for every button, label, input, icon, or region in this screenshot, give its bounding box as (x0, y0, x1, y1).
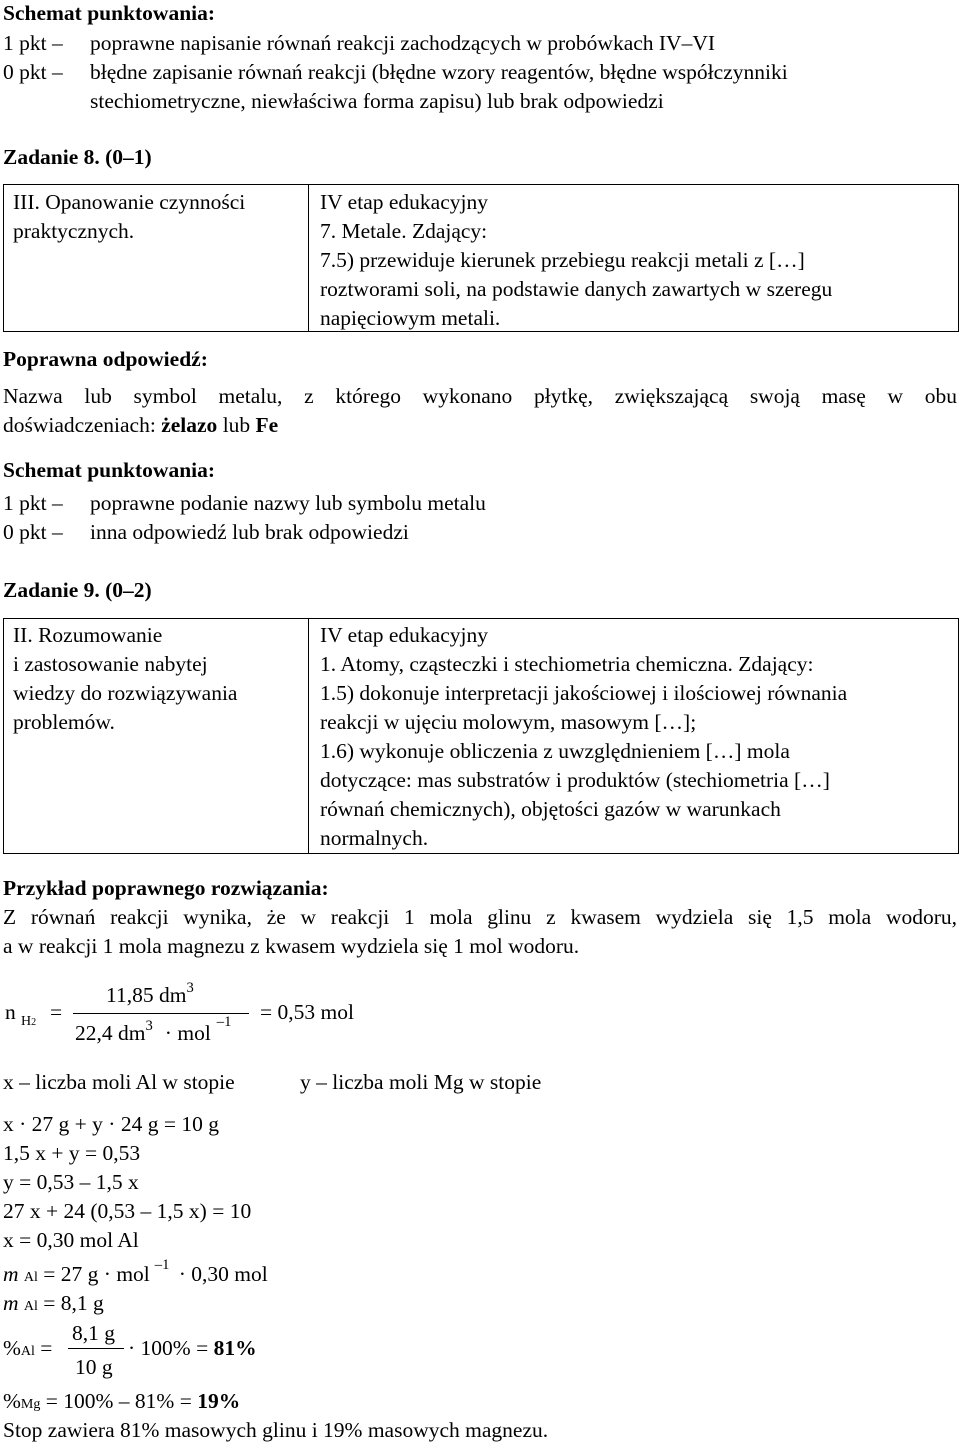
task-8-answer-or: lub (217, 413, 256, 437)
task-8-detail-line-4: napięciowym metali. (320, 306, 501, 330)
score-1-text: poprawne napisanie równań reakcji zachodzących w probówkach IV–VI (90, 31, 716, 55)
conclusion: Stop zawiera 81% masowych glinu i 19% masowych magnezu. (3, 1418, 549, 1442)
task-8-detail-line-1: 7. Metale. Zdający: (320, 219, 488, 243)
score-0-text-cont: stechiometryczne, niewłaściwa forma zapisu) lub brak odpowiedzi (90, 89, 664, 113)
task-9-detail-line-5: dotyczące: mas substratów i produktów (stechiometria […] (320, 768, 830, 792)
task-9-detail-line-6: równań chemicznych), objętości gazów w warunkach (320, 797, 781, 821)
task-8-answer-heading: Poprawna odpowiedź: (3, 347, 208, 371)
pct-mg-percent: % (3, 1389, 21, 1413)
task-8-table-divider (308, 184, 309, 332)
task-9-example-line-1: Z równań reakcji wynika, że w reakcji 1 mola glinu z kwasem wydziela się 1,5 mola wodoru, (3, 905, 957, 929)
task-8-score-1-label: 1 pkt – (3, 491, 63, 515)
n-subscript (21, 1015, 36, 1029)
m-al-calc-sub: Al (23, 1270, 38, 1285)
pct-mg-text: = 100% – 81% = (40, 1389, 198, 1413)
n-denominator-mol: mol (177, 1021, 211, 1045)
pct-al-equals: = (40, 1336, 53, 1360)
task-9-detail-line-2: 1.5) dokonuje interpretacji jakościowej i ilościowej równania (320, 681, 848, 705)
n-denominator-dot: · (164, 1021, 172, 1045)
task-8-stage: IV etap edukacyjny (320, 190, 488, 214)
n-denominator (75, 1013, 232, 1045)
task-9-example-line-2: a w reakcji 1 mola magnezu z kwasem wydziela się 1 mol wodoru. (3, 934, 580, 958)
scoring-heading-1: Schemat punktowania: (3, 1, 216, 25)
task-9-requirement-line-1: II. Rozumowanie (13, 623, 163, 647)
task-8-requirement-line-2: praktycznych. (13, 219, 135, 243)
n-denominator-sup: 3 (145, 1017, 153, 1034)
n-denominator-value: 22,4 dm (75, 1021, 146, 1045)
task-9-detail-line-4: 1.6) wykonuje obliczenia z uwzględnieniem […] mola (320, 739, 790, 763)
score-0-label: 0 pkt – (3, 60, 63, 84)
x-definition: x – liczba moli Al w stopie (3, 1070, 235, 1094)
pct-al-result (128, 1338, 257, 1360)
m-al-calc-sup: –1 (154, 1256, 170, 1273)
m-al-calc-m: m (3, 1262, 19, 1286)
y-definition: y – liczba moli Mg w stopie (300, 1070, 542, 1094)
score-1-label: 1 pkt – (3, 31, 63, 55)
task-8-detail-line-2: 7.5) przewiduje kierunek przebiegu reakcji metali z […] (320, 248, 805, 272)
pct-al-denominator: 10 g (75, 1355, 113, 1379)
task-9-table-divider (308, 618, 309, 854)
n-symbol: n (5, 1000, 16, 1024)
task-9-detail-line-3: reakcji w ujęciu molowym, masowym […]; (320, 710, 697, 734)
calc-line-1: x · 27 g + y · 24 g = 10 g (3, 1112, 219, 1136)
task-8-score-0-label: 0 pkt – (3, 520, 63, 544)
task-8-answer-line-2 (3, 415, 278, 437)
task-8-detail-line-3: roztworami soli, na podstawie danych zawartych w szeregu (320, 277, 833, 301)
task-9-requirement-line-2: i zastosowanie nabytej (13, 652, 208, 676)
m-al-calc-text1: = 27 g · mol (37, 1262, 150, 1286)
pct-al-value: 81% (213, 1336, 257, 1360)
m-al-calc-text2: · 0,30 mol (173, 1262, 268, 1286)
task-8-requirement-line-1: III. Opanowanie czynności (13, 190, 246, 214)
task-9-requirement-line-3: wiedzy do rozwiązywania (13, 681, 238, 705)
task-9-detail-line-1: 1. Atomy, cząsteczki i stechiometria chemiczna. Zdający: (320, 652, 814, 676)
calc-line-3: y = 0,53 – 1,5 x (3, 1170, 139, 1194)
task-9-stage: IV etap edukacyjny (320, 623, 488, 647)
m-al-result (3, 1293, 104, 1315)
task-8-answer-iron: żelazo (161, 413, 218, 437)
pct-mg (3, 1391, 240, 1413)
calc-line-5: x = 0,30 mol Al (3, 1228, 139, 1252)
task-8-title: Zadanie 8. (0–1) (3, 145, 152, 169)
task-8-score-1-text: poprawne podanie nazwy lub symbolu metalu (90, 491, 486, 515)
m-al-result-sub: Al (23, 1299, 38, 1314)
calc-line-4: 27 x + 24 (0,53 – 1,5 x) = 10 (3, 1199, 252, 1223)
calc-line-2: 1,5 x + y = 0,53 (3, 1141, 141, 1165)
n-subscript-2: 2 (31, 1017, 37, 1028)
pct-al-fraction-line (68, 1348, 124, 1349)
task-9-requirement-line-4: problemów. (13, 710, 115, 734)
pct-al-symbol (3, 1338, 52, 1360)
score-0-text: błędne zapisanie równań reakcji (błędne wzory reagentów, błędne współczynniki (90, 60, 788, 84)
task-9-detail-line-7: normalnych. (320, 826, 429, 850)
task-8-score-0-text: inna odpowiedź lub brak odpowiedzi (90, 520, 409, 544)
task-9-example-heading: Przykład poprawnego rozwiązania: (3, 876, 329, 900)
n-numerator (106, 979, 194, 1007)
task-8-answer-fe: Fe (255, 413, 279, 437)
n-numerator-value: 11,85 dm (106, 983, 187, 1007)
task-8-answer-prefix: doświadczeniach: (3, 413, 162, 437)
n-result: = 0,53 mol (260, 1000, 354, 1024)
scoring-heading-2: Schemat punktowania: (3, 458, 216, 482)
n-equals: = (50, 1000, 63, 1024)
n-denominator-mol-sup: –1 (216, 1013, 232, 1030)
m-al-calc (3, 1256, 268, 1286)
m-al-result-text: = 8,1 g (37, 1291, 104, 1315)
task-8-answer-line-1: Nazwa lub symbol metalu, z którego wykonano płytkę, zwiększającą swoją masę w obu (3, 384, 957, 408)
pct-al-percent: % (3, 1336, 21, 1360)
pct-al-after: · 100% = (128, 1336, 214, 1360)
m-al-result-m: m (3, 1291, 19, 1315)
pct-al-numerator: 8,1 g (72, 1321, 115, 1345)
pct-mg-value: 19% (197, 1389, 241, 1413)
n-numerator-sup: 3 (186, 979, 194, 996)
task-9-title: Zadanie 9. (0–2) (3, 578, 152, 602)
pct-mg-sub: Mg (20, 1397, 41, 1412)
n-subscript-h: H (21, 1014, 32, 1029)
pct-al-sub: Al (20, 1344, 35, 1359)
